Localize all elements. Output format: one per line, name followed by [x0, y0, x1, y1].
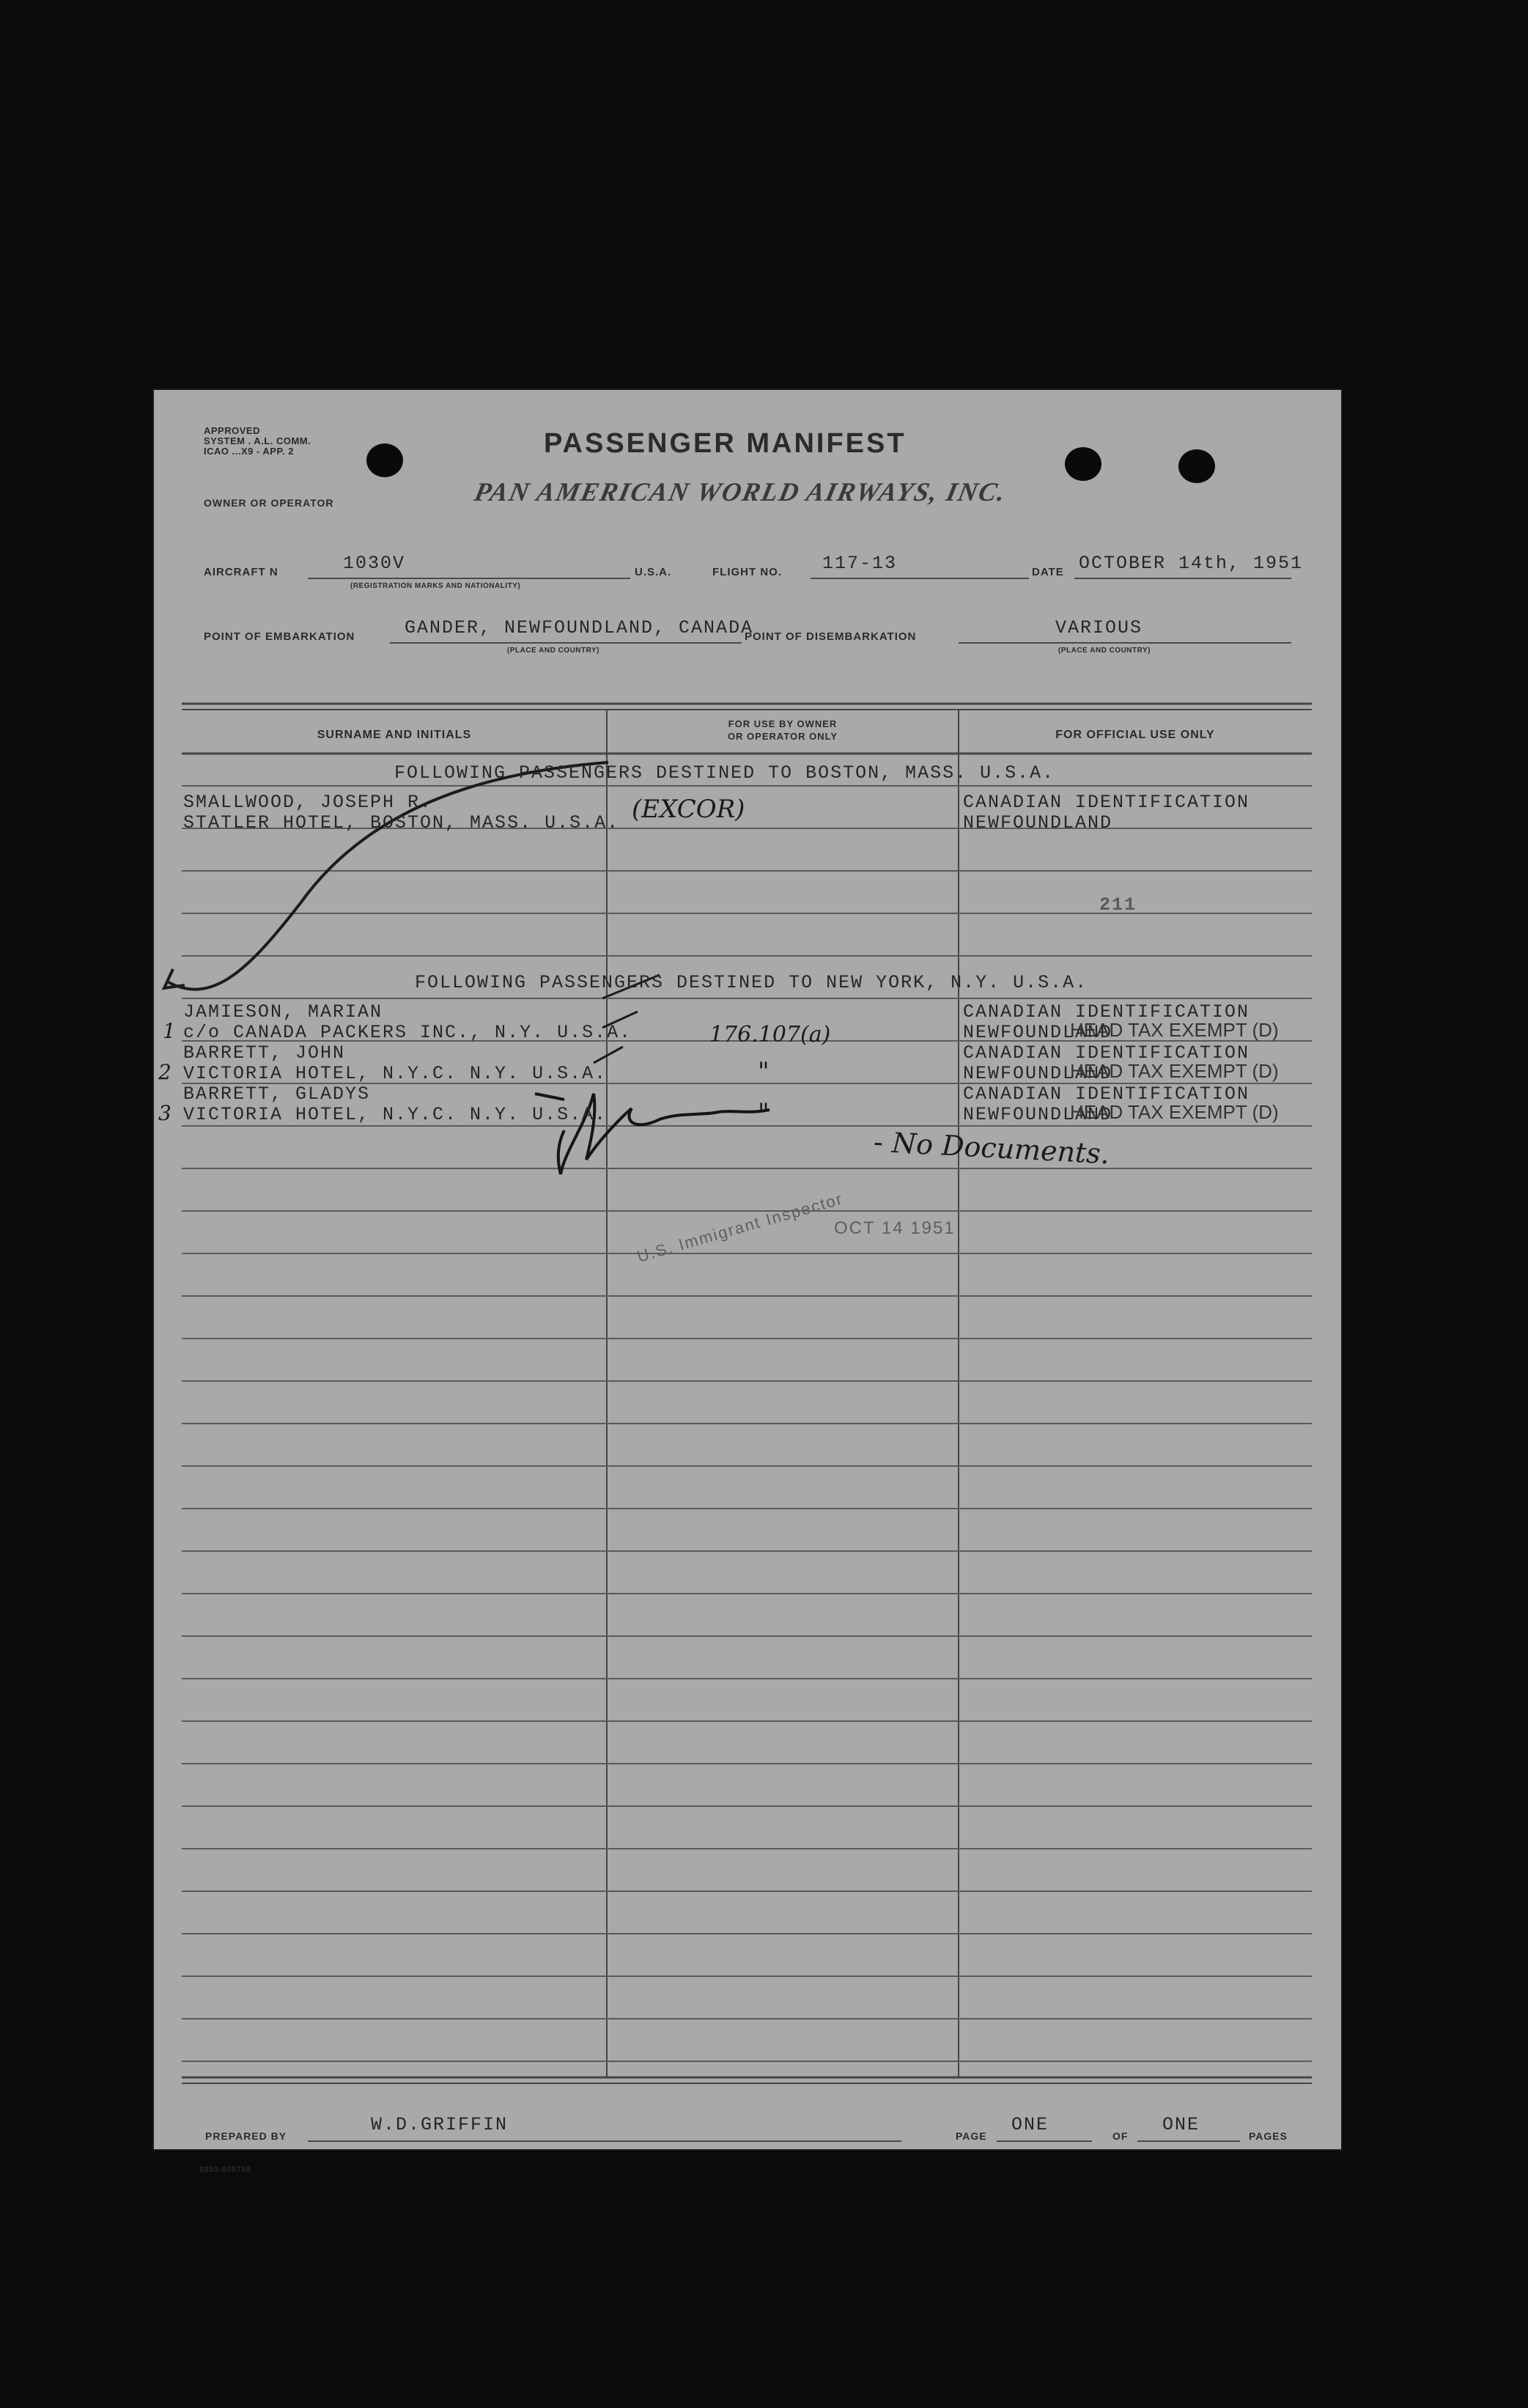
smallwood-id-line1: CANADIAN IDENTIFICATION — [963, 792, 1250, 813]
embarkation-caption: (PLACE AND COUNTRY) — [507, 647, 599, 655]
passenger-smallwood-address: STATLER HOTEL, BOSTON, MASS. U.S.A. — [183, 812, 620, 833]
head-tax-exempt-3: HEAD TAX EXEMPT (D) — [1070, 1101, 1279, 1123]
handwritten-excor: (EXCOR) — [632, 795, 745, 824]
passenger-john-barrett-name: BARRETT, JOHN — [183, 1042, 346, 1064]
page-value: ONE — [1011, 2114, 1049, 2135]
pages-label: PAGES — [1249, 2130, 1288, 2142]
date-label: DATE — [1032, 566, 1064, 578]
head-tax-exempt-1: HEAD TAX EXEMPT (D) — [1070, 1019, 1279, 1041]
flight-label: FLIGHT NO. — [712, 566, 782, 578]
heading-new-york: FOLLOWING PASSENGERS DESTINED TO NEW YORK, N.Y. U.S.A. — [415, 972, 1088, 993]
jamieson-id-line2: NEWFOUNDLAND — [963, 1022, 1113, 1043]
aircraft-value: 1030V — [343, 553, 406, 574]
disembarkation-value: VARIOUS — [1055, 617, 1143, 638]
usa-label: U.S.A. — [635, 566, 672, 578]
handwritten-reference: 176.107(a) — [709, 1022, 831, 1047]
handwritten-number-3: 3 — [158, 1101, 171, 1125]
disembarkation-label: POINT OF DISEMBARKATION — [745, 630, 917, 643]
col-owner-header-line2: OR OPERATOR ONLY — [727, 731, 838, 742]
col-owner-header-line1: FOR USE BY OWNER — [728, 718, 838, 729]
date-value: OCTOBER 14th, 1951 — [1079, 553, 1304, 574]
flight-value: 117-13 — [822, 553, 898, 574]
handwritten-ditto-1: " — [758, 1057, 769, 1086]
pages-value: ONE — [1162, 2114, 1200, 2135]
passenger-jamieson-address: c/o CANADA PACKERS INC., N.Y. U.S.A. — [183, 1022, 632, 1043]
heading-boston: FOLLOWING PASSENGERS DESTINED TO BOSTON, MASS. U.S.A. — [394, 762, 1055, 784]
john-barrett-id-line2: NEWFOUNDLAND — [963, 1063, 1113, 1084]
col-official-header: FOR OFFICIAL USE ONLY — [1055, 729, 1215, 741]
form-number: 9253-609758 — [199, 2165, 251, 2174]
handwritten-number-2: 2 — [158, 1060, 171, 1084]
approval-line-2: SYSTEM . A.L. COMM. — [204, 435, 311, 446]
manifest-table-grid — [154, 390, 1341, 2149]
handwritten-ditto-2: " — [758, 1098, 769, 1127]
john-barrett-id-line1: CANADIAN IDENTIFICATION — [963, 1042, 1250, 1064]
prepared-by-label: PREPARED BY — [205, 2130, 287, 2142]
inspector-stamp-text: U.S. Immigrant Inspector — [635, 1189, 846, 1266]
passenger-gladys-barrett-address: VICTORIA HOTEL, N.Y.C. N.Y. U.S.A. — [183, 1104, 608, 1125]
page-title: PASSENGER MANIFEST — [544, 428, 907, 459]
approval-line-3: ICAO ...X9 - APP. 2 — [204, 446, 294, 457]
embarkation-label: POINT OF EMBARKATION — [204, 630, 355, 643]
jamieson-id-line1: CANADIAN IDENTIFICATION — [963, 1001, 1250, 1023]
passenger-smallwood-name: SMALLWOOD, JOSEPH R. — [183, 792, 433, 813]
handwritten-no-documents: - No Documents. — [873, 1125, 1111, 1171]
smallwood-id-line2: NEWFOUNDLAND — [963, 812, 1113, 833]
of-label: OF — [1112, 2130, 1129, 2142]
passenger-jamieson-name: JAMIESON, MARIAN — [183, 1001, 383, 1023]
passenger-gladys-barrett-name: BARRETT, GLADYS — [183, 1083, 371, 1105]
page-label: PAGE — [956, 2130, 987, 2142]
handwritten-number-1: 1 — [163, 1019, 176, 1043]
prepared-by-value: W.D.GRIFFIN — [371, 2114, 509, 2135]
approval-line-1: APPROVED — [204, 425, 260, 436]
inspection-stamp-date: OCT 14 1951 — [834, 1218, 956, 1238]
disembarkation-caption: (PLACE AND COUNTRY) — [1058, 647, 1151, 655]
passenger-john-barrett-address: VICTORIA HOTEL, N.Y.C. N.Y. U.S.A. — [183, 1063, 608, 1084]
owner-label: OWNER OR OPERATOR — [204, 497, 334, 509]
gladys-barrett-id-line2: NEWFOUNDLAND — [963, 1104, 1113, 1125]
gladys-barrett-id-line1: CANADIAN IDENTIFICATION — [963, 1083, 1250, 1105]
aircraft-label: AIRCRAFT N — [204, 566, 278, 578]
manifest-sheet — [154, 390, 1341, 2174]
embarkation-value: GANDER, NEWFOUNDLAND, CANADA — [405, 617, 754, 638]
smallwood-number: 211 — [1099, 894, 1137, 916]
col-surname-header: SURNAME AND INITIALS — [317, 729, 472, 741]
company-name: PAN AMERICAN WORLD AIRWAYS, INC. — [471, 477, 1010, 507]
head-tax-exempt-2: HEAD TAX EXEMPT (D) — [1070, 1060, 1279, 1082]
registration-caption: (REGISTRATION MARKS AND NATIONALITY) — [350, 582, 521, 590]
